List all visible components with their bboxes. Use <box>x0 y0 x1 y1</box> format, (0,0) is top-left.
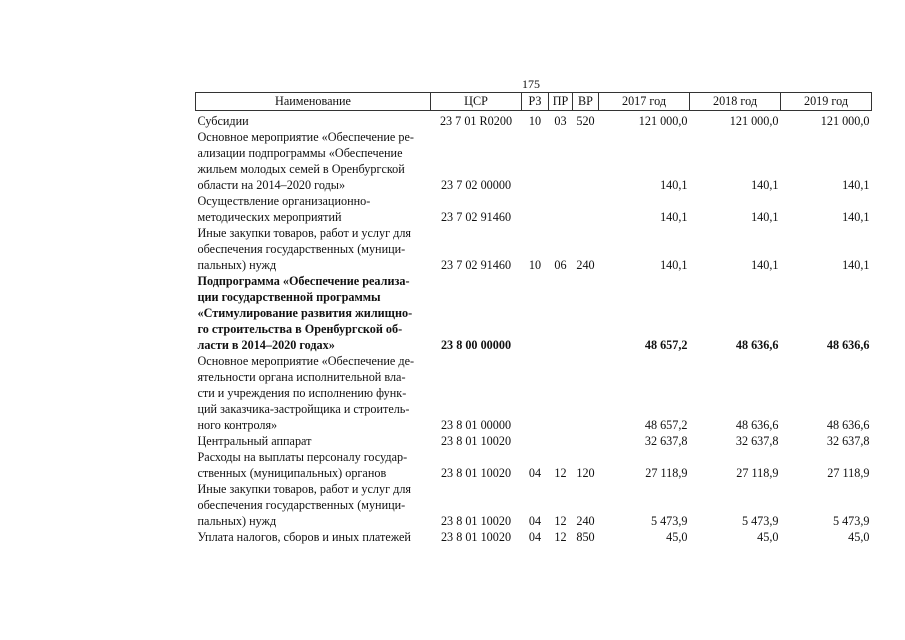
cell-rz: 10 <box>528 258 542 272</box>
cell-csr: 23 7 02 00000 <box>440 178 512 192</box>
cell-2018: 45,0 <box>757 530 779 544</box>
cell-vr <box>573 433 599 449</box>
cell-2019: 32 637,8 <box>826 434 870 448</box>
cell-pr: 12 <box>554 514 567 528</box>
header-2019: 2019 год <box>781 93 872 111</box>
table-row <box>196 225 872 273</box>
cell-vr: 850 <box>576 530 595 544</box>
header-name: Наименование <box>196 93 431 111</box>
cell-vr <box>573 353 599 433</box>
cell-2019: 48 636,6 <box>826 418 870 432</box>
cell-2017: 140,1 <box>660 210 688 224</box>
cell-csr: 23 8 01 10020 <box>440 530 512 544</box>
cell-vr: 240 <box>576 258 595 272</box>
cell-2019: 121 000,0 <box>820 114 870 128</box>
cell-vr <box>573 193 599 225</box>
cell-csr: 23 7 02 91460 <box>440 258 512 272</box>
cell-pr <box>549 129 573 193</box>
cell-pr <box>549 273 573 353</box>
header-2018: 2018 год <box>690 93 781 111</box>
cell-pr <box>549 353 573 433</box>
cell-name: Подпрограмма «Обеспечение реализа- ции государственной программы «Стимулирование развития жилищно- го строительства в Оренбургской об- ласти в 2014–2020 годах» <box>197 274 413 352</box>
cell-csr: 23 8 01 10020 <box>440 434 512 448</box>
cell-csr: 23 7 02 91460 <box>440 210 512 224</box>
cell-name: Осуществление организационно- методических мероприятий <box>197 194 371 224</box>
cell-2018: 121 000,0 <box>729 114 779 128</box>
cell-rz <box>522 353 549 433</box>
header-pr: ПР <box>549 93 573 111</box>
cell-vr <box>573 273 599 353</box>
cell-rz <box>522 433 549 449</box>
cell-rz: 04 <box>528 514 542 528</box>
cell-name: Основное мероприятие «Обеспечение ре- ализации подпрограммы «Обеспечение жильем молодых семей в Оренбургской области на 2014–2020 годы» <box>197 130 414 192</box>
cell-2017: 48 657,2 <box>644 418 688 432</box>
cell-name: Иные закупки товаров, работ и услуг для обеспечения государственных (муници- пальных) нужд <box>197 482 412 528</box>
cell-name: Иные закупки товаров, работ и услуг для обеспечения государственных (муници- пальных) нужд <box>197 226 412 272</box>
cell-name: Центральный аппарат <box>197 434 312 448</box>
table-row <box>196 111 872 130</box>
table-header-row <box>196 93 872 111</box>
page-number: 175 <box>522 77 540 91</box>
cell-rz: 10 <box>528 114 542 128</box>
cell-name: Уплата налогов, сборов и иных платежей <box>197 530 411 544</box>
cell-name: Основное мероприятие «Обеспечение де- ятельности органа исполнительной вла- сти и учреждения по исполнению функ- ций заказчика-застройщика и строитель- ного контроля» <box>197 354 415 432</box>
cell-csr: 23 7 01 R0200 <box>439 114 513 128</box>
table-body <box>196 111 872 546</box>
cell-2017: 140,1 <box>660 178 688 192</box>
cell-2018: 27 118,9 <box>736 466 779 480</box>
cell-2018: 140,1 <box>751 210 779 224</box>
cell-2019: 140,1 <box>842 210 870 224</box>
cell-2017: 5 473,9 <box>650 514 688 528</box>
cell-csr: 23 8 01 10020 <box>440 514 512 528</box>
header-rz: РЗ <box>522 93 549 111</box>
cell-pr: 03 <box>554 114 567 128</box>
table-row <box>196 529 872 545</box>
cell-2019: 140,1 <box>842 178 870 192</box>
cell-name: Субсидии <box>197 114 249 128</box>
cell-vr: 520 <box>576 114 595 128</box>
cell-csr: 23 8 01 00000 <box>440 418 512 432</box>
cell-csr: 23 8 00 00000 <box>440 338 512 352</box>
table-row <box>196 193 872 225</box>
cell-rz <box>522 129 549 193</box>
table-row <box>196 273 872 353</box>
cell-vr <box>573 129 599 193</box>
cell-2019: 45,0 <box>848 530 870 544</box>
cell-rz <box>522 273 549 353</box>
cell-2018: 5 473,9 <box>741 514 779 528</box>
cell-pr: 12 <box>554 530 567 544</box>
header-vr: ВР <box>573 93 599 111</box>
cell-2017: 27 118,9 <box>645 466 688 480</box>
cell-2017: 45,0 <box>666 530 688 544</box>
cell-2017: 121 000,0 <box>638 114 688 128</box>
cell-rz: 04 <box>528 466 542 480</box>
cell-2019: 5 473,9 <box>832 514 870 528</box>
cell-2018: 32 637,8 <box>735 434 779 448</box>
cell-2018: 48 636,6 <box>735 338 779 352</box>
cell-2019: 140,1 <box>842 258 870 272</box>
table-row <box>196 449 872 481</box>
cell-2017: 140,1 <box>660 258 688 272</box>
table-row <box>196 129 872 193</box>
budget-table <box>195 92 872 545</box>
header-2017: 2017 год <box>599 93 690 111</box>
cell-pr: 12 <box>554 466 567 480</box>
cell-pr <box>549 193 573 225</box>
cell-2017: 32 637,8 <box>644 434 688 448</box>
cell-2018: 140,1 <box>751 178 779 192</box>
table-row <box>196 433 872 449</box>
cell-2018: 140,1 <box>751 258 779 272</box>
table-row <box>196 353 872 433</box>
cell-rz <box>522 193 549 225</box>
cell-name: Расходы на выплаты персоналу государ- ственных (муниципальных) органов <box>197 450 408 480</box>
cell-pr: 06 <box>554 258 567 272</box>
cell-pr <box>549 433 573 449</box>
header-csr: ЦСР <box>431 93 522 111</box>
cell-2017: 48 657,2 <box>644 338 688 352</box>
cell-rz: 04 <box>528 530 542 544</box>
cell-2018: 48 636,6 <box>735 418 779 432</box>
cell-2019: 48 636,6 <box>826 338 870 352</box>
cell-vr: 120 <box>576 466 595 480</box>
cell-csr: 23 8 01 10020 <box>440 466 512 480</box>
table-row <box>196 481 872 529</box>
cell-2019: 27 118,9 <box>827 466 870 480</box>
cell-vr: 240 <box>576 514 595 528</box>
